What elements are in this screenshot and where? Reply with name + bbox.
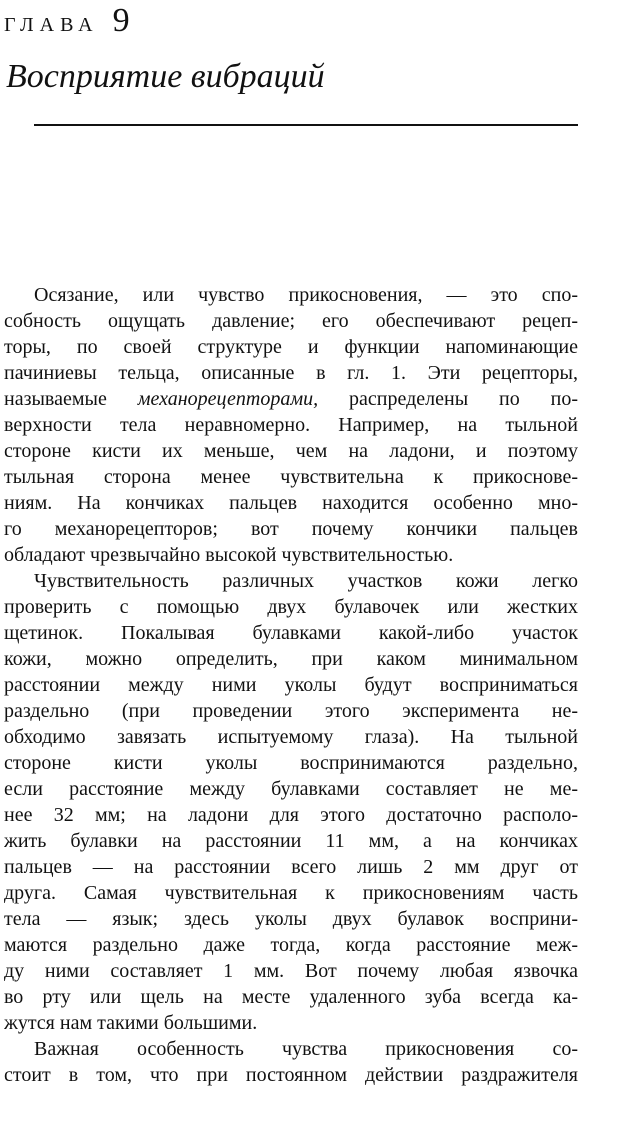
text-line: торы, по своей структуре и функции напоминающие (4, 336, 578, 358)
text-line: Осязание, или чувство прикосновения, — это спо- (34, 284, 578, 306)
text-line: называемые механорецепторами, распределены по по- (4, 388, 578, 410)
title-divider (34, 124, 578, 126)
text-line: нее 32 мм; на ладони для этого достаточно располо- (4, 804, 578, 826)
text-line: стороне кисти уколы воспринимаются раздельно, (4, 752, 578, 774)
text-line: во рту или щель на месте удаленного зуба всегда ка- (4, 986, 578, 1008)
chapter-number: 9 (112, 2, 130, 39)
text-line: верхности тела неравномерно. Например, на тыльной (4, 414, 578, 436)
emphasized-term: механорецепторами, (137, 388, 319, 410)
text-line: расстоянии между ними уколы будут восприниматься (4, 674, 578, 696)
text-line: обходимо завязать испытуемому глаза). На тыльной (4, 726, 578, 748)
text-line: ду ними составляет 1 мм. Вот почему любая язвочка (4, 960, 578, 982)
text-line: кожи, можно определить, при каком минимальном (4, 648, 578, 670)
paragraph (4, 1036, 578, 1088)
text-line: стоит в том, что при постоянном действии раздражителя (4, 1064, 578, 1086)
text-line: маются раздельно даже тогда, когда расстояние меж- (4, 934, 578, 956)
text-line: Важная особенность чувства прикосновения со- (34, 1038, 578, 1060)
paragraph (4, 282, 578, 568)
text-line: жить булавки на расстоянии 11 мм, а на кончиках (4, 830, 578, 852)
chapter-heading (4, 2, 130, 42)
text-line: ниям. На кончиках пальцев находится особенно мно- (4, 492, 578, 514)
chapter-label: ГЛАВА (4, 14, 99, 36)
text-line: обладают чрезвычайно высокой чувствительностью. (4, 544, 454, 566)
text-line: проверить с помощью двух булавочек или жестких (4, 596, 578, 618)
text-line: тыльная сторона менее чувствительна к прикоснове- (4, 466, 578, 488)
text-line: Чувствительность различных участков кожи легко (34, 570, 578, 592)
text-line: друга. Самая чувствительная к прикосновениям часть (4, 882, 578, 904)
text-line: пальцев — на расстоянии всего лишь 2 мм друг от (4, 856, 578, 878)
text-line: собность ощущать давление; его обеспечивают рецеп- (4, 310, 578, 332)
chapter-title: Восприятие вибраций (6, 58, 325, 95)
paragraph (4, 568, 578, 1036)
body-text (4, 282, 578, 1088)
text-line: пачиниевы тельца, описанные в гл. 1. Эти рецепторы, (4, 362, 578, 384)
text-line: тела — язык; здесь уколы двух булавок восприни- (4, 908, 578, 930)
text-line: жутся нам такими большими. (4, 1012, 258, 1034)
text-line: стороне кисти их меньше, чем на ладони, и поэтому (4, 440, 578, 462)
text-line: если расстояние между булавками составляет не ме- (4, 778, 578, 800)
text-line: го механорецепторов; вот почему кончики пальцев (4, 518, 578, 540)
text-line: раздельно (при проведении этого эксперимента не- (4, 700, 578, 722)
text-line: щетинок. Покалывая булавками какой-либо участок (4, 622, 578, 644)
